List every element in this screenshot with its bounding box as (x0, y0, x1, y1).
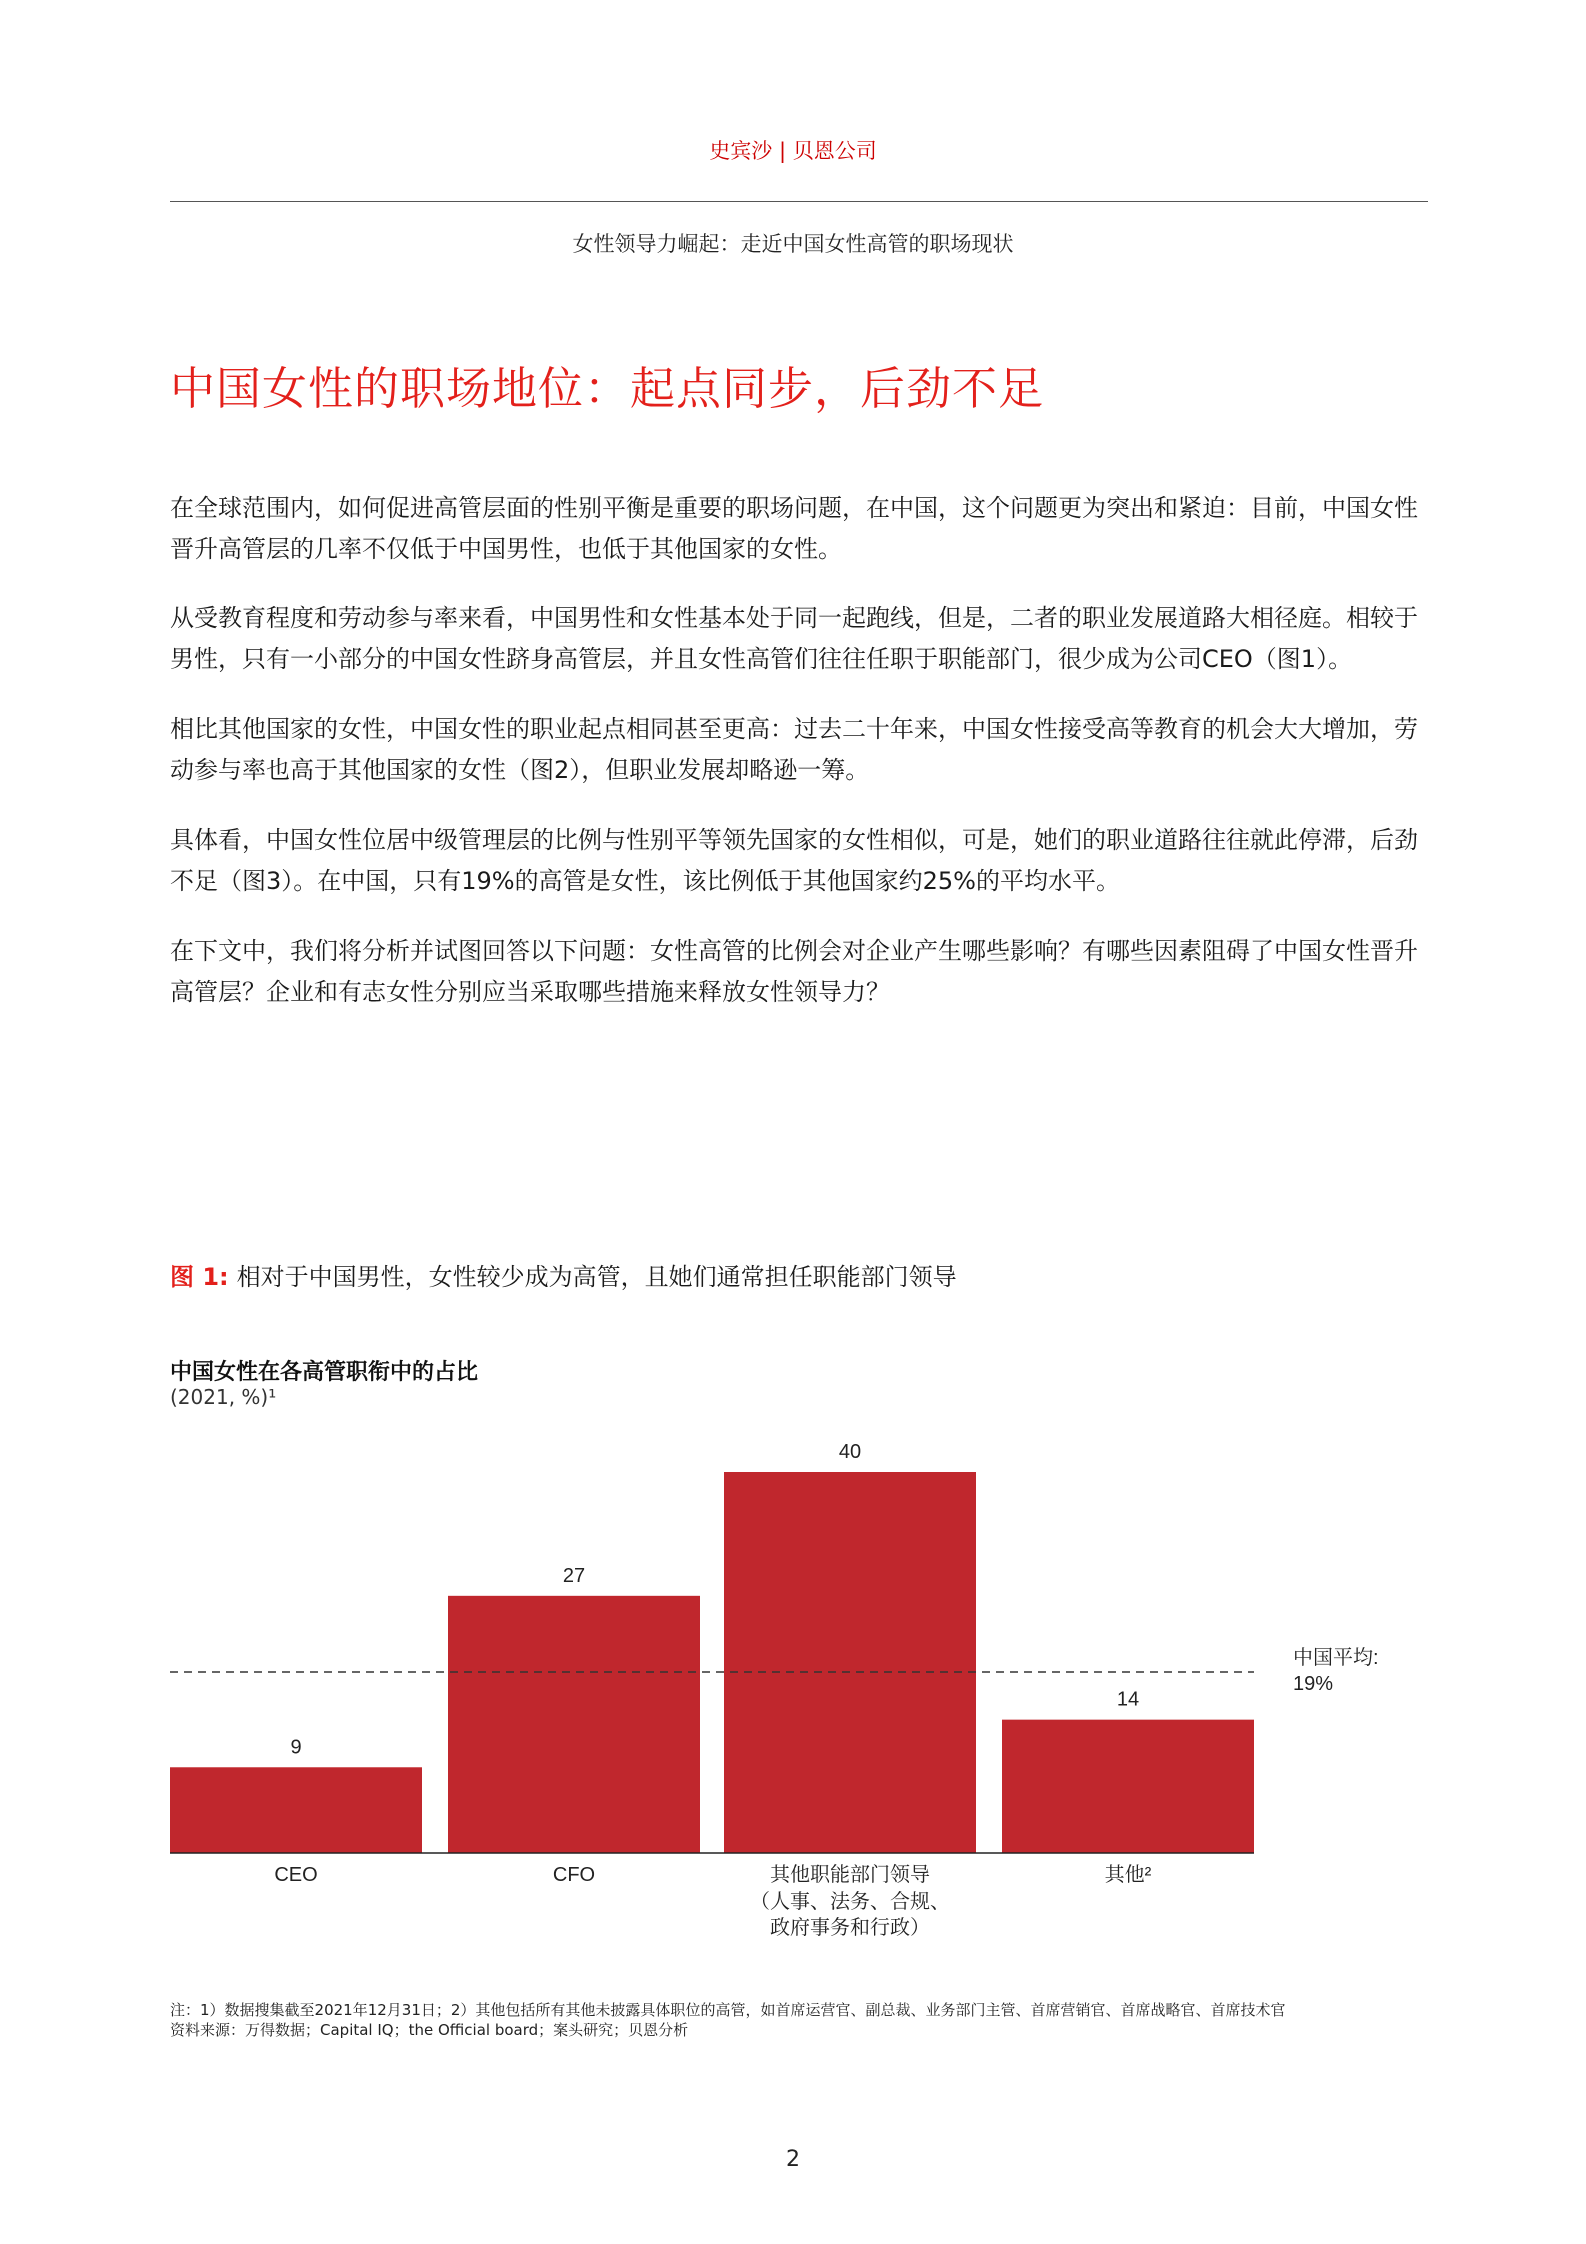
bar-value-label-1: 27 (562, 1564, 586, 1587)
footnote: 注：1）数据搜集截至2021年12月31日；2）其他包括所有其他未披露具体职位的高管，如首席运营官、副总裁、业务部门主管、首席营销官、首席战略官、首席技术官 (170, 2001, 1286, 2019)
bar-value-label-3: 14 (1116, 1688, 1140, 1711)
report-title: 女性领导力崛起：走近中国女性高管的职场现状 (572, 232, 1014, 256)
bar-2 (724, 1472, 976, 1853)
figure-caption-text: 相对于中国男性，女性较少成为高管，且她们通常担任职能部门领导 (236, 1263, 957, 1291)
chart-notes (170, 2000, 1420, 2040)
paragraph-1: 在全球范围内，如何促进高管层面的性别平衡是重要的职场问题，在中国，这个问题更为突出和紧迫：目前，中国女性晋升高管层的几率不仅低于中国男性，也低于其他国家的女性。 (170, 494, 1418, 563)
bar-value-label-2: 40 (838, 1441, 862, 1463)
category-label-3: 其他² (1104, 1864, 1152, 1886)
chart-title: 中国女性在各高管职衔中的占比 (170, 1360, 479, 1385)
category-label-2: 其他职能部门领导 (770, 1864, 930, 1886)
category-label-0: CEO (274, 1864, 318, 1886)
brand-name: 史宾沙 | 贝恩公司 (709, 139, 877, 163)
category-subline-2-1: 政府事务和行政） (770, 1917, 930, 1939)
paragraph-2: 从受教育程度和劳动参与率来看，中国男性和女性基本处于同一起跑线，但是，二者的职业发展道路大相径庭。相较于男性，只有一小部分的中国女性跻身高管层，并且女性高管们往往任职于职能部门，很少成为公司CEO（图1）。 (170, 604, 1418, 673)
average-label-value: 19% (1293, 1673, 1334, 1696)
page-number: 2 (786, 2147, 800, 2172)
chart-subtitle: (2021, %)¹ (170, 1385, 277, 1409)
category-subline-2-0: （人事、法务、合规、 (750, 1891, 950, 1913)
paragraph-5: 在下文中，我们将分析并试图回答以下问题：女性高管的比例会对企业产生哪些影响？有哪些因素阻碍了中国女性晋升高管层？企业和有志女性分别应当采取哪些措施来释放女性领导力？ (170, 937, 1418, 1006)
paragraph-3: 相比其他国家的女性，中国女性的职业起点相同甚至更高：过去二十年来，中国女性接受高等教育的机会大大增加，劳动参与率也高于其他国家的女性（图2），但职业发展却略逊一筹。 (170, 715, 1418, 784)
bar-1 (448, 1596, 700, 1853)
paragraph-4: 具体看，中国女性位居中级管理层的比例与性别平等领先国家的女性相似，可是，她们的职业道路往往就此停滞，后劲不足（图3）。在中国，只有19%的高管是女性，该比例低于其他国家约25%的平均水平。 (170, 826, 1418, 895)
source-note: 资料来源：万得数据；Capital IQ；the Official board；案头研究；贝恩分析 (170, 2021, 689, 2039)
category-label-1: CFO (552, 1864, 596, 1886)
bar-value-label-0: 9 (290, 1736, 302, 1759)
average-label-title: 中国平均: (1293, 1647, 1379, 1670)
bar-3 (1002, 1720, 1254, 1853)
section-heading: 中国女性的职场地位：起点同步，后劲不足 (170, 362, 1045, 415)
figure-label: 图 1: (170, 1263, 229, 1291)
bar-0 (170, 1767, 422, 1853)
